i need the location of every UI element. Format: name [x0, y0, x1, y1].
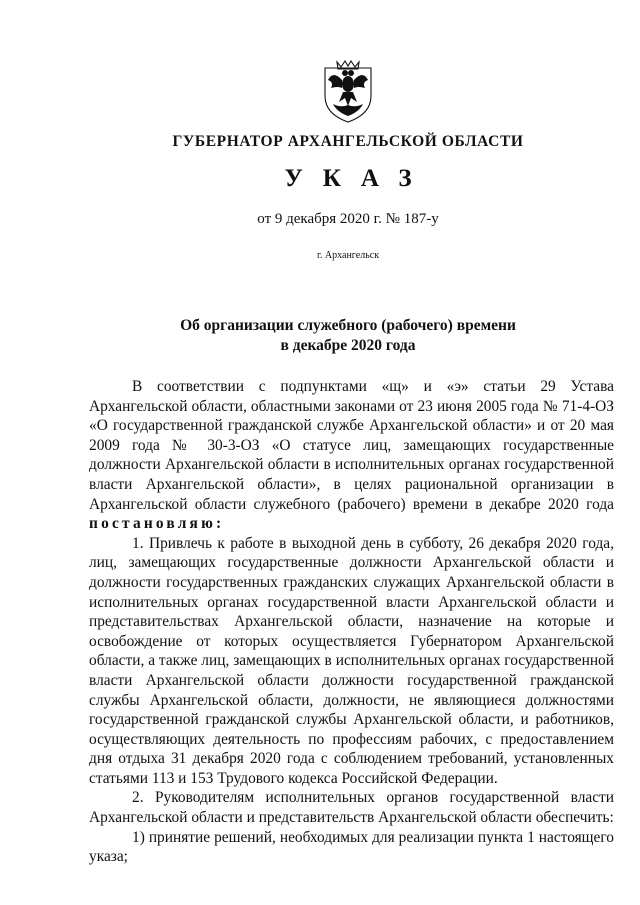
issuer-heading: ГУБЕРНАТОР АРХАНГЕЛЬСКОЙ ОБЛАСТИ — [172, 133, 524, 150]
item-2-1-paragraph: 1) принятие решений, необходимых для реализации пункта 1 настоящего указа; — [89, 828, 614, 866]
item-1-paragraph: 1. Привлечь к работе в выходной день в субботу, 26 декабря 2020 года, лиц, замещающих государственные должности Архангельской области и должности государственных гражданских служащих Архангельской области в исполнительных органах государственной власти Архангельской области и представительствах Архангельской области, назначение на которые и освобождение от которых осуществляется Губернатором Архангельской области, а также лиц, замещающих в исполнительных органах государственной власти Архангельской области должности государственной гражданской службы Архангельской области, должности, не являющиеся должностями государственной гражданской службы Архангельской области, и работников, осуществляющих деятельность по профессиям рабочих, с предоставлением дня отдыха 31 декабря 2020 года с соблюдением требований, установленных статьями 113 и 153 Трудового кодекса Российской Федерации. — [89, 534, 614, 787]
city-of-issue: г. Архангельск — [316, 250, 380, 261]
decree-word: постановляю: — [89, 515, 225, 533]
title-line-1: Об организации служебного (рабочего) времени — [180, 317, 516, 334]
title-line-2: в декабре 2020 года — [280, 337, 416, 354]
document-body — [89, 377, 614, 867]
date-and-number: от 9 декабря 2020 г. № 187-у — [257, 211, 439, 227]
item-2-paragraph: 2. Руководителям исполнительных органов государственной власти Архангельской области и представительств Архангельской области обеспечить: — [89, 789, 614, 827]
document-type: УКАЗ — [284, 165, 432, 192]
document-title — [0, 316, 640, 356]
arkhangelsk-coat-of-arms-icon — [319, 58, 377, 124]
preamble-text: В соответствии с подпунктами «щ» и «э» статьи 29 Устава Архангельской области, областными законами от 23 июня 2005 года № 71-4-ОЗ «О государственной гражданской службе Архангельской области» и от 20 мая 2009 года № 30-3-ОЗ «О статусе лиц, замещающих государственные должности Архангельской области в исполнительных органах государственной власти Архангельской области», в целях рациональной организации в Архангельской области служебного (рабочего) времени в декабре 2020 года — [89, 378, 614, 513]
preamble-paragraph — [89, 377, 614, 534]
